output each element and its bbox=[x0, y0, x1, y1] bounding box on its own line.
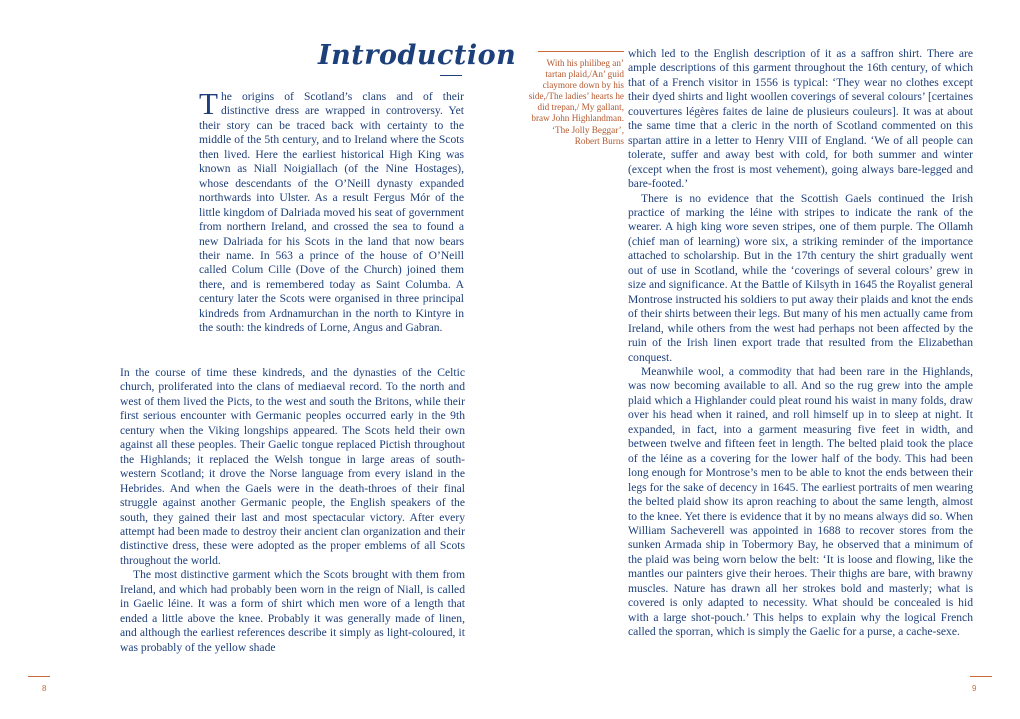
title-underline bbox=[440, 75, 462, 76]
right-paragraph-1: which led to the English description of it as a saffron shirt. There are ample descriptions of this garment throughout the 16th century, of which that of a French visitor in 1556 is typical: ‘They wear no clothes except their dyed shirts and light woollen coverings of several colours’ [certaines couvertures légères faites de laine de plusieurs couleurs]. It was at about the same time that a cleric in the north of Scotland commented on this spartan attire in a letter to Henry VIII of England. ‘We of all people can tolerate, suffer and away best with cold, for both summer and winter (except when the frost is most vehement), going always bare-legged and bare-footed.’ bbox=[628, 47, 973, 191]
left-column-body bbox=[120, 366, 465, 655]
chapter-title: Introduction bbox=[318, 40, 517, 71]
page-number-left: 8 bbox=[42, 684, 47, 693]
intro-text: he origins of Scotland’s clans and of their distinctive dress are wrapped in controversy. Yet their story can be traced back with certainty to the middle of the 5th century, and to Ireland where the Scots then lived. Here the earliest historical High King was known as Niall Noigiallach (of the Nine Hostages), whose descendants of the O’Neill dynasty expanded northwards into Ulster. As a result Fergus Mór of the little kingdom of Dalriada moved his seat of government from northern Ireland, and crossed the sea to found a new Dalriada for his Scots in the land that now bears their name. In 563 a prince of the house of O’Neill called Colum Cille (Dove of the Church) joined them there, and is remembered today as Saint Columba. A century later the Scots were organised in three principal kindreds from Ardnamurchan in the north to Kintyre in the south: the kindreds of Lorne, Angus and Gabran. bbox=[199, 90, 464, 335]
page-number-right: 9 bbox=[972, 684, 977, 693]
left-paragraph-2: The most distinctive garment which the Scots brought with them from Ireland, and which had probably been worn in the reign of Niall, is called in Gaelic léine. It was a form of shirt which men wore of a length that ended a little above the knee. Probably it was generally made of linen, and although the earliest references describe it simply as light-coloured, it was probably of the yellow shade bbox=[120, 568, 465, 654]
drop-cap: T bbox=[199, 86, 218, 121]
intro-text-paragraph bbox=[199, 86, 464, 336]
right-column-body bbox=[628, 47, 973, 640]
sidenote-rule bbox=[538, 51, 624, 52]
sidenote-quote: With his philibeg an’ tartan plaid,/An’ guid claymore down by his side,/The ladies’ hearts he did trepan,/ My gallant, braw John Highlandman. ‘The Jolly Beggar’, Robert Burns bbox=[528, 58, 624, 146]
left-paragraph-1: In the course of time these kindreds, and the dynasties of the Celtic church, proliferated into the clans of mediaeval record. To the north and west of them lived the Picts, to the west and south the Britons, while their first serious encounter with Germanic peoples occurred early in the 9th century when the Viking longships appeared. The Scots held their own against all these peoples. Their Gaelic tongue replaced Pictish throughout the Highlands; it replaced the Welsh tongue in large areas of south-western Scotland; it drove the Norse language from every island in the Hebrides. And when the Gaels were in the death-throes of their final struggle against another Germanic people, the English speakers of the south, they gained their last and most spectacular victory. After every attempt had been made to destroy their ancient clan organization and their distinctive dress, these were adopted as the proper emblems of all Scots throughout the world. bbox=[120, 366, 465, 567]
intro-paragraph bbox=[199, 86, 464, 336]
right-folio-rule bbox=[970, 676, 992, 677]
right-paragraph-3: Meanwhile wool, a commodity that had been rare in the Highlands, was now becoming available to all. And so the rug grew into the ample plaid which a Highlander could pleat round his waist in many folds, draw over his head when it rained, and roll himself up in to sleep at night. It expanded, in fact, into a garment measuring five feet in width, and between twelve and fifteen feet in length. The belted plaid took the place of the léine as a covering for the lower half of the body. This had been long enough for Montrose’s men to be able to knot the ends between their legs for the sake of decency in 1645. The earliest portraits of men wearing the belted plaid show its apron reaching to about the same length, almost to the knee. Yet there is evidence that it by no means always did so. When William Sacheverell was appointed in 1688 to recover stores from the sunken Armada ship in Tobermory Bay, he observed that a minimum of the plaid was being worn below the belt: ‘It is loose and flowing, like the mantles our painters give their heroes. Their thighs are bare, with brawny muscles. Nature has drawn all her strokes bold and masterly; what is covered is only adapted to necessity. What should be concealed is hid with a large shot-pouch.’ This helps to explain why the logical French called the sporran, which is simply the Gaelic for a purse, a cache-sexe. bbox=[628, 364, 973, 639]
right-paragraph-2: There is no evidence that the Scottish Gaels continued the Irish practice of marking the léine with stripes to indicate the rank of the wearer. A high king wore seven stripes, one of them purple. The Ollamh (chief man of learning) wore six, a striking reminder of the importance attached to scholarship. But in the 17th century the shirt gradually went out of use in Scotland, while the ‘coverings of several colours’ grew in size and significance. At the Battle of Kilsyth in 1645 the Royalist general Montrose instructed his soldiers to put away their plaids and knot the ends of their shirts between their legs. But many of his men actually came from Ireland, while others from the west had perhaps not been affected by the ruin of the Irish linen export trade that resulted from the Elizabethan conquest. bbox=[628, 191, 973, 364]
left-folio-rule bbox=[28, 676, 50, 677]
